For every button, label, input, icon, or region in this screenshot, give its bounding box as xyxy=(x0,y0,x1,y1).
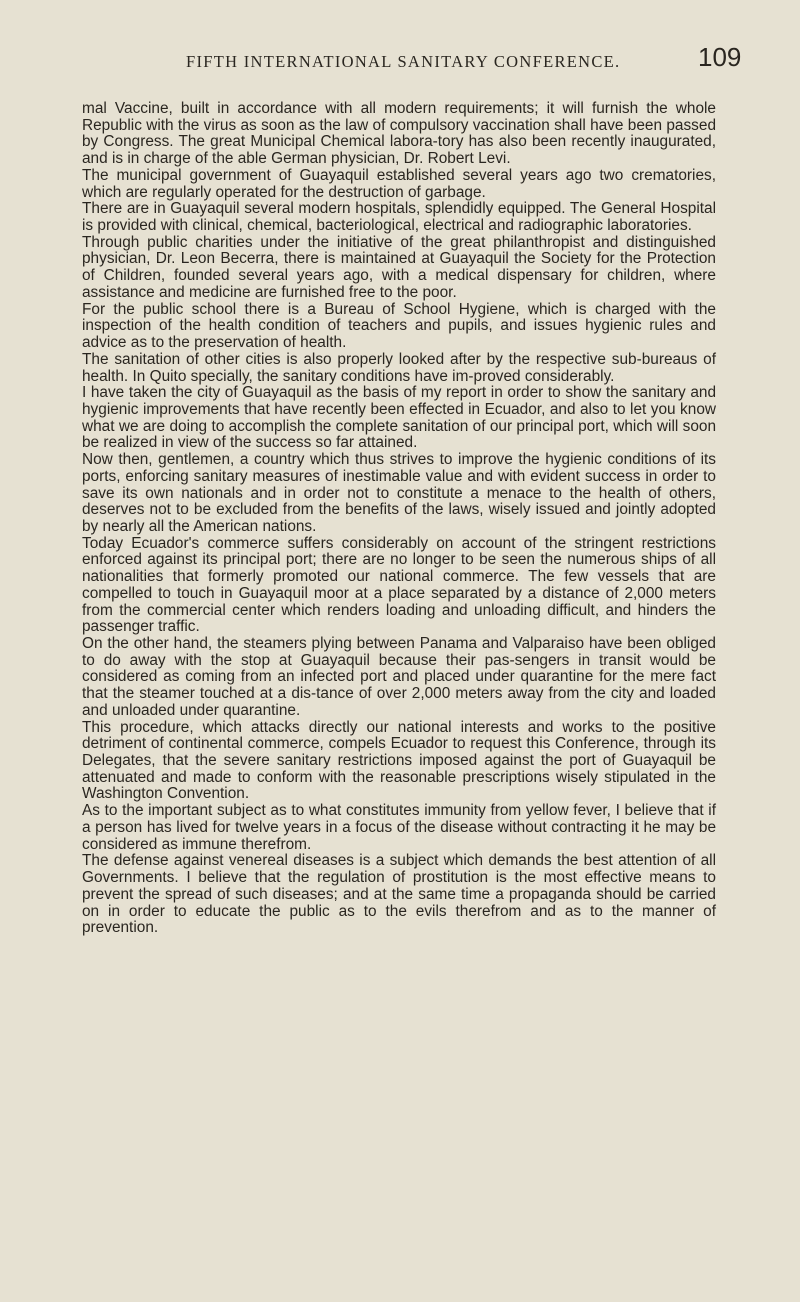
paragraph: The municipal government of Guayaquil established several years ago two crematories, which are regularly operated for the destruction of garbage. xyxy=(82,166,716,201)
paragraph: For the public school there is a Bureau of School Hygiene, which is charged with the inspection of the health condition of teachers and pupils, and issues hygienic rules and advice as to the preservation of health. xyxy=(82,300,716,352)
paragraph: As to the important subject as to what constitutes immunity from yellow fever, I believe that if a person has lived for twelve years in a focus of the disease without contracting it he may be considered as immune therefrom. xyxy=(82,802,716,853)
paragraph: Today Ecuador's commerce suffers considerably on account of the stringent restrictions enforced against its principal port; there are no longer to be seen the numerous ships of all nationalities that formerly promoted our national commerce. The few vessels that are compelled to touch in Guayaquil moor at a place separated by a distance of 2,000 meters from the commercial center which renders loading and unloading difficult, and hinders the passenger traffic. xyxy=(82,534,716,636)
paragraph: Through public charities under the initiative of the great philanthropist and distinguished physician, Dr. Leon Becerra, there is maintained at Guayaquil the Society for the Protection of Children, founded several years ago, with a medical dispensary for children, where assistance and medicine are furnished free to the poor. xyxy=(82,233,716,301)
page-number: 109 xyxy=(698,42,742,72)
paragraph: There are in Guayaquil several modern hospitals, splendidly equipped. The General Hospital is provided with clinical, chemical, bacteriological, electrical and radiographic laboratories. xyxy=(82,200,716,235)
running-head: FIFTH INTERNATIONAL SANITARY CONFERENCE. xyxy=(186,52,621,71)
paragraph: This procedure, which attacks directly our national interests and works to the positive detriment of continental commerce, compels Ecuador to request this Conference, through its Delegates, that the severe sanitary restrictions imposed against the port of Guayaquil be attenuated and made to conform with the reasonable prescriptions wisely stipulated in the Washington Convention. xyxy=(82,718,716,803)
paragraph: Now then, gentlemen, a country which thus strives to improve the hygienic conditions of its ports, enforcing sanitary measures of inestimable value and with evident success in order to save its own nationals and in order not to constitute a menace to the health of others, deserves not to be excluded from the benefits of the laws, wisely issued and jointly adopted by nearly all the American nations. xyxy=(82,451,716,535)
paragraph: mal Vaccine, built in accordance with all modern requirements; it will furnish the whole Republic with the virus as soon as the law of compulsory vaccination shall have been passed by Congress. The great Municipal Chemical labora-tory has also been recently inaugurated, and is in charge of the able German physician, Dr. Robert Levi. xyxy=(82,100,716,168)
body-text xyxy=(82,101,716,937)
paragraph: The defense against venereal diseases is a subject which demands the best attention of all Governments. I believe that the regulation of prostitution is the most effective means to prevent the spread of such diseases; and at the same time a propaganda should be carried on in order to educate the public as to the evils therefrom and as to the manner of prevention. xyxy=(82,852,716,937)
paragraph: On the other hand, the steamers plying between Panama and Valparaiso have been obliged to do away with the stop at Guayaquil because their pas-sengers in transit would be considered as coming from an infected port and placed under quarantine for the mere fact that the steamer touched at a dis-tance of over 2,000 meters away from the city and loaded and unloaded under quarantine. xyxy=(82,635,716,719)
paragraph: I have taken the city of Guayaquil as the basis of my report in order to show the sanitary and hygienic improvements that have recently been effected in Ecuador, and also to let you know what we are doing to accomplish the complete sanitation of our principal port, which will soon be realized in view of the success so far attained. xyxy=(82,384,716,452)
paragraph: The sanitation of other cities is also properly looked after by the respective sub-bureaus of health. In Quito specially, the sanitary conditions have im-proved considerably. xyxy=(82,350,716,385)
